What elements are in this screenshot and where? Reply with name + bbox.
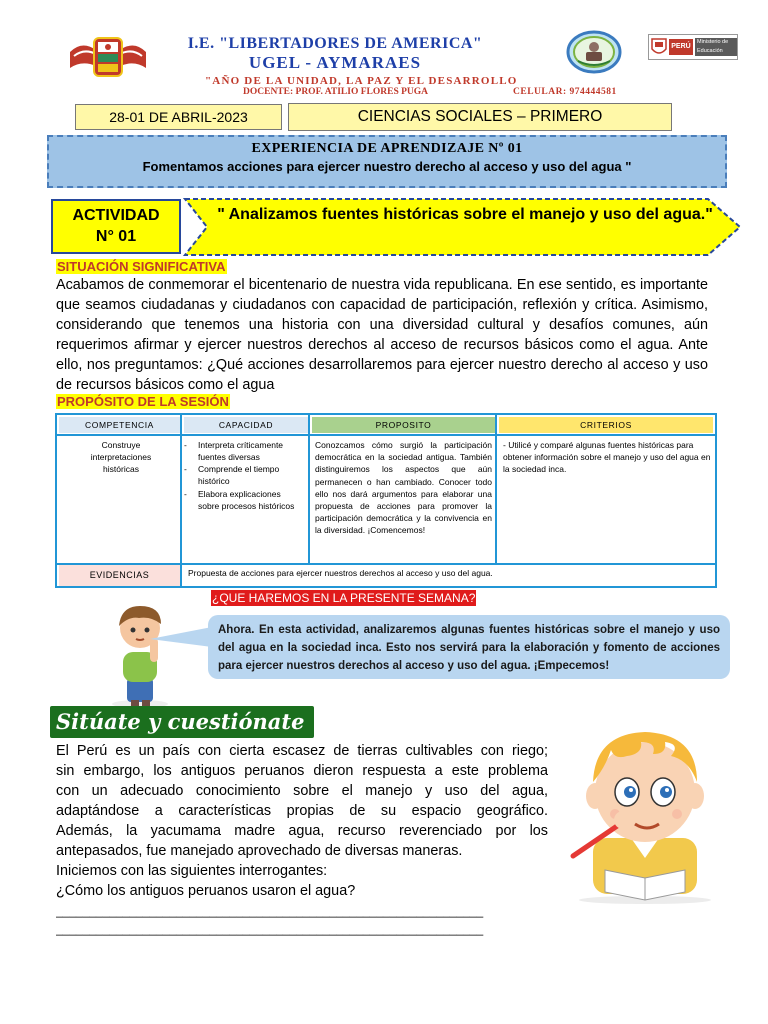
subject-box: CIENCIAS SOCIALES – PRIMERO bbox=[288, 103, 672, 131]
situate-line: adaptándose a características propias de su espacio geográfico. bbox=[56, 803, 548, 819]
week-heading: ¿QUE HAREMOS EN LA PRESENTE SEMANA? bbox=[212, 591, 476, 605]
activity-label-line1: ACTIVIDAD bbox=[72, 207, 160, 224]
teacher-phone: CELULAR: 974444581 bbox=[513, 87, 617, 97]
header-proposito: PROPOSITO bbox=[312, 417, 495, 433]
criterios-cell: - Utilicé y comparé algunas fuentes históricas para obtener información sobre el manejo y uso del agua en la sociedad inca. bbox=[503, 440, 711, 475]
situate-line: antepasados, fue manejado aprovechado de diversas maneras. bbox=[56, 843, 463, 859]
situate-line: Además, la yacumama madre agua, recurso reverenciado por los bbox=[56, 823, 548, 839]
peru-shield-icon bbox=[651, 37, 667, 57]
experience-box bbox=[47, 135, 727, 188]
school-name: I.E. "LIBERTADORES DE AMERICA" bbox=[187, 35, 483, 52]
competencia-cell: Construye interpretaciones históricas bbox=[90, 440, 152, 475]
boy-writing-illustration bbox=[565, 720, 725, 905]
school-crest-icon bbox=[68, 32, 148, 84]
purpose-table bbox=[55, 413, 717, 588]
capacidad-item: - Interpreta críticamente fuentes diversas bbox=[184, 440, 284, 463]
date-box: 28-01 DE ABRIL-2023 bbox=[75, 104, 282, 130]
evidencias-cell: Propuesta de acciones para ejercer nuestros derechos al acceso y uso del agua. bbox=[188, 568, 493, 578]
situate-line: sin embargo, los antiguos peruanos dieron respuesta a este problema bbox=[56, 763, 548, 779]
speech-bubble-text: Ahora. En esta actividad, analizaremos algunas fuentes históricas sobre el manejo y uso del agua en la sociedad inca. Esto nos servirá para la elaboración y fomento de acciones para ejercer nuestros derechos al acceso y uso del agua. ¡Empecemos! bbox=[218, 624, 720, 672]
capacidad-item: - Comprende el tiempo histórico bbox=[184, 464, 280, 487]
situate-question: ¿Cómo los antiguos peruanos usaron el agua? bbox=[56, 883, 356, 899]
activity-label-line2: N° 01 bbox=[95, 228, 137, 245]
situation-heading: SITUACIÓN SIGNIFICATIVA bbox=[57, 259, 226, 274]
experience-subtitle: Fomentamos acciones para ejercer nuestro derecho al acceso y uso del agua " bbox=[142, 159, 632, 174]
answer-line[interactable]: ________________________________________________________________ bbox=[56, 922, 484, 936]
teacher-name: DOCENTE: PROF. ATILIO FLORES PUGA bbox=[243, 87, 429, 97]
situate-intro: Iniciemos con las siguientes interrogantes: bbox=[56, 863, 328, 879]
ugel-logo-icon bbox=[566, 30, 622, 74]
ministry-name: Ministerio de Educación bbox=[695, 38, 737, 56]
situation-text: Acabamos de conmemorar el bicentenario de nuestra vida republicana. En ese sentido, es importante que seamos ciudadanas y ciudadanos con capacidad de participación, reflexión y crítica. Asimismo, considerando que tenemos una historia con una diversidad cultural y desafíos comunes, aún requerimos afirmar y ejercer nuestros derechos al acceso de recursos básicos como el agua. Ante ello, nos preguntamos: ¿Qué acciones desarrollaremos para ejercer nuestro derecho al acceso y uso de recursos básicos como el agua bbox=[56, 277, 708, 393]
purpose-heading: PROPÓSITO DE LA SESIÓN bbox=[57, 394, 229, 409]
peru-label: PERÚ bbox=[669, 39, 693, 55]
activity-label bbox=[51, 199, 181, 254]
header-criterios: CRITERIOS bbox=[499, 417, 713, 433]
situate-line: con un adecuado conocimiento sobre el manejo y uso del agua, bbox=[56, 783, 548, 799]
header-capacidad: CAPACIDAD bbox=[184, 417, 308, 433]
situate-text bbox=[56, 741, 548, 938]
situate-line: El Perú es un país con cierta escasez de tierras cultivables con riego; bbox=[56, 743, 548, 759]
year-motto: "AÑO DE LA UNIDAD, LA PAZ Y EL DESARROLLO bbox=[205, 75, 518, 87]
evidencias-label: EVIDENCIAS bbox=[59, 565, 180, 586]
boy-thinking-illustration bbox=[95, 600, 185, 708]
experience-title: EXPERIENCIA DE APRENDIZAJE Nº 01 bbox=[251, 141, 523, 156]
header-competencia: COMPETENCIA bbox=[59, 417, 180, 433]
speech-bubble-tail bbox=[150, 625, 212, 651]
capacidad-item: - Elabora explicaciones sobre procesos históricos bbox=[184, 489, 295, 512]
activity-title: " Analizamos fuentes históricas sobre el manejo y uso del agua." bbox=[217, 206, 713, 223]
answer-line[interactable]: ________________________________________________________________ bbox=[56, 904, 484, 918]
ministry-logo bbox=[648, 34, 738, 60]
ugel-name: UGEL - AYMARAES bbox=[248, 53, 422, 72]
situate-title: Sitúate y cuestiónate bbox=[50, 706, 314, 738]
proposito-cell: Conozcamos cómo surgió la participación democrática en la sociedad antigua. También distinguiremos los aspectos que aún permanecen o han cambiado. Conocer todo ello nos dará argumentos para elaborar una propuesta de acciones para promover la participación democrática y la convivencia en la diversidad. ¡Comencemos! bbox=[315, 440, 492, 536]
